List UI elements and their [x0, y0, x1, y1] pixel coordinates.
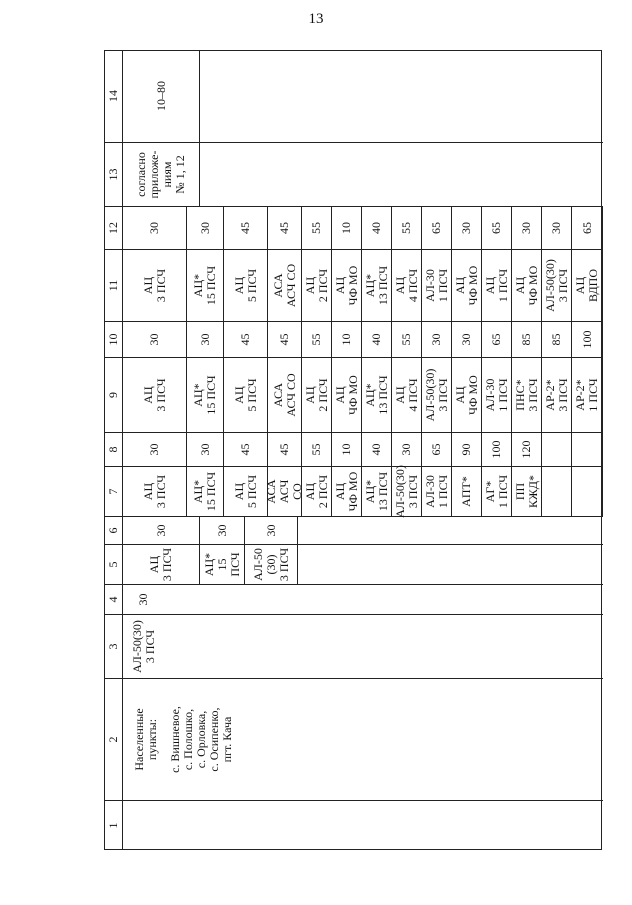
unit-c12-cell: 30	[512, 206, 541, 249]
unit-c9-cell: АЛ-30 1 ПСЧ	[482, 357, 511, 432]
unit-c12-cell: 55	[302, 206, 331, 249]
unit-c10-cell: 10	[332, 321, 361, 357]
unit-c9-cell: АЦ 2 ПСЧ	[302, 357, 331, 432]
header-col-6: 6	[104, 516, 122, 544]
unit-c12-cell: 30	[452, 206, 481, 249]
unit-c8-cell: 40	[362, 432, 391, 466]
unit-c10-cell: 65	[482, 321, 511, 357]
unit-c10-cell: 85	[542, 321, 571, 357]
unit-c8-cell: 100	[482, 432, 511, 466]
unit-c8-cell: 120	[512, 432, 541, 466]
col6-item: 30	[123, 517, 200, 544]
header-col-8: 8	[104, 432, 122, 466]
unit-c9-cell: АЦ 4 ПСЧ	[392, 357, 421, 432]
col6-cell	[123, 516, 603, 544]
col3-cell: АЛ-50(30) 3 ПСЧ	[123, 614, 603, 678]
unit-c9-cell: АЦ 3 ПСЧ	[123, 357, 186, 432]
col14-cell	[123, 50, 603, 142]
unit-c7-cell: АЛ-50(30) 3 ПСЧ	[392, 465, 420, 518]
header-col-13: 13	[104, 142, 122, 206]
table-header-row	[104, 50, 123, 850]
unit-c7-cell: ПП КЖД*	[512, 466, 541, 516]
unit-c7-cell: АПТ*	[452, 466, 481, 516]
unit-c10-cell: 40	[362, 321, 391, 357]
unit-c7-cell: АЦ ЧФ МО	[332, 466, 361, 516]
unit-c12-cell: 65	[482, 206, 511, 249]
unit-row	[392, 206, 422, 516]
unit-c11-cell: АЦ 4 ПСЧ	[392, 249, 421, 321]
col14-text: 10–80	[123, 50, 200, 142]
unit-c12-cell: 45	[224, 206, 267, 249]
unit-row	[362, 206, 392, 516]
unit-c12-cell: 30	[123, 206, 186, 249]
unit-c11-cell: АЦ ЧФ МО	[452, 249, 481, 321]
unit-c11-cell: АЛ-30 1 ПСЧ	[422, 249, 451, 321]
units-block	[123, 206, 603, 516]
unit-row	[512, 206, 542, 516]
header-col-5: 5	[104, 544, 122, 584]
unit-c8-cell: 30	[187, 432, 223, 466]
unit-c7-cell: АСА АСЧ СО	[268, 466, 301, 516]
unit-c9-cell: АСА АСЧ СО	[268, 357, 301, 432]
settlements-cell	[123, 678, 603, 800]
unit-c10-cell: 30	[422, 321, 451, 357]
unit-c8-cell: 45	[268, 432, 301, 466]
unit-c11-cell: АЦ 1 ПСЧ	[482, 249, 511, 321]
unit-c10-cell: 45	[224, 321, 267, 357]
unit-c12-cell: 30	[542, 206, 571, 249]
unit-row	[542, 206, 572, 516]
unit-c8-cell: 90	[452, 432, 481, 466]
unit-c12-cell: 45	[268, 206, 301, 249]
unit-c8-cell: 65	[422, 432, 451, 466]
unit-row	[332, 206, 362, 516]
unit-c9-cell: АЛ-50(30) 3 ПСЧ	[422, 357, 451, 432]
unit-c7-cell: АЦ* 13 ПСЧ	[362, 466, 391, 516]
unit-c12-cell: 10	[332, 206, 361, 249]
unit-c9-cell: АЦ* 15 ПСЧ	[187, 357, 223, 432]
unit-c11-cell: АЦ 3 ПСЧ	[123, 249, 186, 321]
rotated-table	[104, 50, 602, 850]
col1-cell	[123, 800, 603, 850]
unit-c9-cell: АЦ 5 ПСЧ	[224, 357, 267, 432]
unit-c11-cell: АЦ ЧФ МО	[332, 249, 361, 321]
unit-c10-cell: 100	[572, 321, 602, 357]
unit-c10-cell: 30	[452, 321, 481, 357]
unit-c7-cell: АЦ 5 ПСЧ	[224, 466, 267, 516]
unit-c7-cell: АЛ-30 1 ПСЧ	[422, 466, 451, 516]
unit-c7-cell: АЦ* 15 ПСЧ	[187, 466, 223, 516]
unit-c10-cell: 55	[302, 321, 331, 357]
unit-c11-cell: АЦ* 13 ПСЧ	[362, 249, 391, 321]
col14-empty	[200, 50, 603, 142]
unit-c7-cell: АЦ 3 ПСЧ	[123, 466, 186, 516]
col5-item: АЦ* 15 ПСЧ	[200, 545, 245, 584]
col13-empty	[200, 143, 603, 206]
header-col-9: 9	[104, 357, 122, 432]
header-col-2: 2	[104, 678, 122, 800]
unit-c9-cell: АЦ ЧФ МО	[452, 357, 481, 432]
unit-c11-cell: АЦ* 15 ПСЧ	[187, 249, 223, 321]
header-col-1: 1	[104, 800, 122, 850]
unit-c10-cell: 30	[187, 321, 223, 357]
table-body	[123, 50, 603, 850]
col5-item: АЛ-50 (30) 3 ПСЧ	[245, 545, 298, 584]
unit-c12-cell: 65	[422, 206, 451, 249]
unit-c8-cell: 45	[224, 432, 267, 466]
unit-row	[264, 206, 304, 516]
unit-c12-cell: 55	[392, 206, 421, 249]
unit-c9-cell: АР-2* 1 ПСЧ	[572, 357, 602, 432]
col5-empty	[298, 545, 603, 584]
col6-item: 30	[245, 517, 298, 544]
unit-c12-cell: 65	[572, 206, 602, 249]
unit-c7-cell	[572, 466, 602, 516]
unit-c11-cell: АЦ ЧФ МО	[512, 249, 541, 321]
unit-row	[187, 206, 224, 516]
header-col-3: 3	[104, 614, 122, 678]
col6-item: 30	[200, 517, 245, 544]
unit-row	[123, 206, 187, 516]
unit-c7-cell: АГ* 1 ПСЧ	[482, 466, 511, 516]
page-number: 13	[308, 11, 324, 27]
unit-c10-cell: 30	[123, 321, 186, 357]
header-col-10: 10	[104, 321, 122, 357]
unit-row	[482, 206, 512, 516]
col5-item: АЦ 3 ПСЧ	[123, 545, 200, 584]
unit-c11-cell: АЛ-50(30) 3 ПСЧ	[542, 249, 571, 321]
unit-c11-cell: АСА АСЧ СО	[268, 249, 301, 321]
col13-cell	[123, 142, 603, 206]
unit-row	[572, 206, 603, 516]
header-col-14: 14	[105, 90, 120, 102]
unit-c11-cell: АЦ 5 ПСЧ	[224, 249, 267, 321]
unit-c9-cell: АР-2* 3 ПСЧ	[542, 357, 571, 432]
unit-row	[302, 206, 332, 516]
header-col-7: 7	[104, 466, 122, 516]
unit-c8-cell	[572, 432, 602, 466]
unit-row	[452, 206, 482, 516]
unit-row	[422, 206, 452, 516]
header-col-4: 4	[104, 584, 122, 614]
settlements-title: Населенные пункты:	[132, 708, 159, 771]
unit-c9-cell: ПНС* 3 ПСЧ	[512, 357, 541, 432]
unit-c9-cell: АЦ ЧФ МО	[332, 357, 361, 432]
unit-c10-cell: 55	[392, 321, 421, 357]
header-col-11: 11	[104, 249, 122, 321]
unit-c10-cell: 85	[512, 321, 541, 357]
col5-cell	[123, 544, 603, 584]
col6-empty	[298, 517, 603, 544]
unit-c11-cell: АЦ 2 ПСЧ	[302, 249, 331, 321]
unit-c12-cell: 40	[362, 206, 391, 249]
unit-c8-cell: 30	[123, 432, 186, 466]
settlements-list: с. Вишневое, с. Полошко, с. Орловка, с. Осипенко, пгт. Кача	[168, 706, 234, 773]
unit-c12-cell: 30	[187, 206, 223, 249]
unit-c8-cell	[542, 432, 571, 466]
unit-c9-cell: АЦ* 13 ПСЧ	[362, 357, 391, 432]
unit-c8-cell: 55	[302, 432, 331, 466]
unit-c10-cell: 45	[268, 321, 301, 357]
col4-cell: 30	[123, 584, 603, 614]
unit-c8-cell: 30	[392, 432, 421, 466]
header-col-12: 12	[104, 206, 122, 249]
unit-c8-cell: 10	[332, 432, 361, 466]
col13-text: согласно приложе- ниям № 1, 12	[123, 143, 200, 206]
unit-c7-cell: АЦ 2 ПСЧ	[302, 466, 331, 516]
unit-row	[224, 206, 268, 516]
unit-c11-cell: АЦ ВДПО	[572, 249, 602, 321]
unit-c7-cell	[542, 466, 571, 516]
